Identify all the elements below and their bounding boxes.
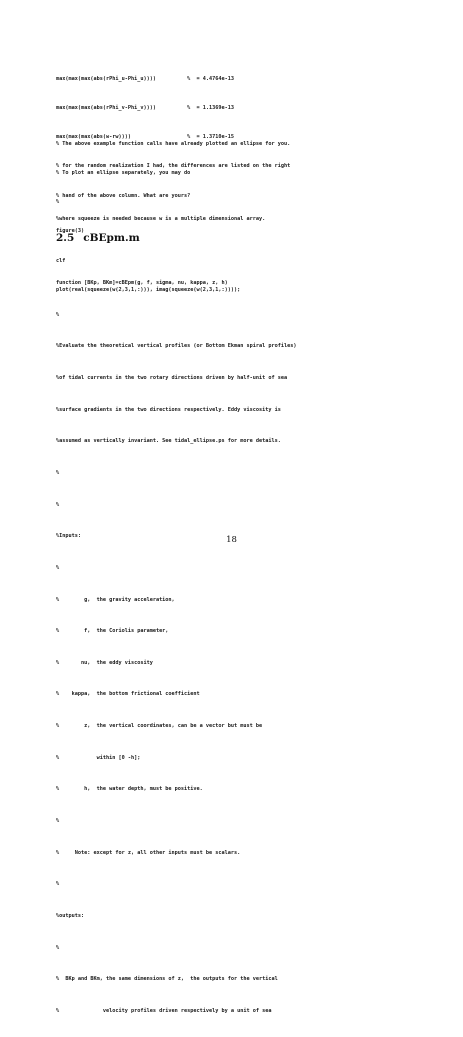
code-line: %	[56, 501, 60, 508]
code-line: % BKp and BKm, the same dimensions of z, the outputs for the vertical	[56, 976, 278, 983]
code-line: % The above example function calls have already plotted an ellipse for you.	[56, 140, 291, 147]
code-line: % f, the Coriolis parameter,	[56, 628, 169, 635]
code-line: %of tidal currents in the two rotary directions driven by half-unit of sea	[56, 375, 288, 382]
code-line: % kappa, the bottom frictional coefficient	[56, 691, 200, 698]
code-line: figure(3)	[56, 228, 85, 235]
code-line: %	[56, 881, 60, 888]
code-line: max(max(max(abs(rPhi_u-Phi_u)))) % = 4.4764e-13	[56, 75, 235, 82]
code-line: % h, the water depth, must be positive.	[56, 786, 203, 793]
section-heading	[56, 232, 140, 244]
code-line: % hand of the above column. What are yours?	[56, 192, 191, 199]
section-number: 2.5	[56, 232, 75, 244]
code-line: %assumed as vertically invariant. See tidal_ellipse.ps for more details.	[56, 438, 281, 445]
code-line: % g, the gravity acceleration,	[56, 596, 175, 603]
code-line: plot(real(squeeze(w(2,3,1,:))), imag(squeeze(w(2,3,1,:))));	[56, 286, 241, 293]
code-line: %	[56, 199, 60, 205]
code-line: % nu, the eddy viscosity	[56, 659, 153, 666]
code-line: % within [0 -h];	[56, 754, 141, 761]
code-line: %	[56, 311, 60, 318]
code-line: % velocity profiles driven respectively by a unit of sea	[56, 1007, 272, 1014]
page-number: 18	[226, 535, 237, 545]
code-line: % To plot an ellipse separately, you may do	[56, 169, 191, 176]
code-line: %Inputs:	[56, 533, 81, 540]
code-line: function [BKp, BKm]=cBEpm(g, f, sigma, nu, kappa, z, h)	[56, 280, 228, 287]
code-line: %	[56, 564, 60, 571]
section-title: cBEpm.m	[83, 232, 140, 244]
code-line: max(max(max(abs(rPhi_v-Phi_v)))) % = 1.1369e-13	[56, 104, 235, 111]
code-line: % z, the vertical coordinates, can be a vector but must be	[56, 723, 263, 730]
code-line: clf	[56, 257, 66, 264]
code-line: %	[56, 817, 60, 824]
code-line: %Evaluate the theoretical vertical profiles (or Bottom Ekman spiral profiles)	[56, 343, 297, 350]
code-line: %surface gradients in the two directions respectively. Eddy viscosity is	[56, 406, 281, 413]
code-block-function-listing	[56, 257, 296, 1037]
code-line: %	[56, 469, 60, 476]
code-line: %	[56, 944, 60, 951]
code-line: %where squeeze is needed because w is a multiple dimensional array.	[56, 216, 266, 222]
code-line: %outputs:	[56, 912, 85, 919]
code-line: % for the random realization I had, the differences are listed on the right	[56, 163, 291, 170]
code-line: % Note: except for z, all other inputs must be scalars.	[56, 849, 241, 856]
code-line: max(max(max(abs(w-rw)))) % = 1.3710e-15	[56, 134, 235, 140]
